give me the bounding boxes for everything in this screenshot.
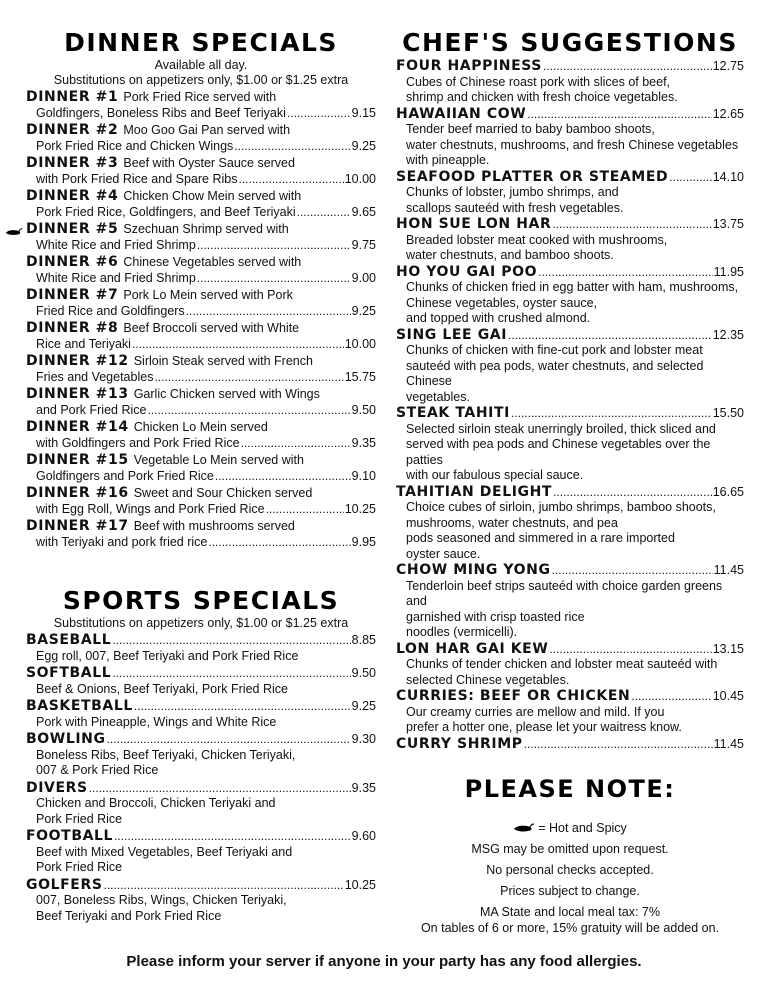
- sports-item-header: [26, 829, 376, 845]
- chefs-item-desc-line: water chestnuts, and bamboo shoots.: [406, 248, 614, 262]
- dinner-item-desc-cont: and Pork Fried Rice: [36, 402, 147, 417]
- chefs-item-name: SEAFOOD PLATTER OR STEAMED: [396, 168, 669, 185]
- dinner-item-detail: [26, 304, 376, 320]
- dinner-item-detail: [26, 337, 376, 353]
- chefs-item: [396, 59, 744, 106]
- chefs-item-price: 11.95: [713, 264, 744, 279]
- dinner-item-desc: Moo Goo Gai Pan served with: [123, 123, 291, 137]
- chefs-item-desc-line: and topped with crushed almond.: [406, 311, 591, 325]
- sports-item-price: 8.85: [351, 633, 376, 647]
- chefs-item-price: 12.65: [712, 106, 744, 121]
- dot-leader: [104, 878, 344, 894]
- chefs-item-header: [396, 737, 744, 753]
- dinner-item-desc: Beef Broccoli served with White: [123, 321, 300, 335]
- left-column: [26, 28, 376, 924]
- sports-item-price: 9.30: [351, 732, 376, 746]
- chefs-item-desc-line: prefer a hotter one, please let your waitress know.: [406, 720, 682, 734]
- sports-item-desc-line: Beef & Onions, Beef Teriyaki, Pork Fried Rice: [36, 681, 288, 696]
- chefs-item-header: [396, 170, 744, 186]
- dot-leader: [297, 205, 351, 221]
- sports-item: [26, 666, 376, 697]
- dinner-item-desc-cont: Rice and Teriyaki: [36, 336, 131, 351]
- chefs-item: [396, 737, 744, 753]
- allergy-footer: Please inform your server if anyone in your party has any food allergies.: [126, 953, 642, 970]
- dot-leader: [511, 406, 712, 422]
- chefs-item-header: [396, 642, 744, 658]
- dot-leader: [197, 271, 351, 287]
- dinner-item-detail: [26, 172, 376, 188]
- chefs-item-name: HON SUE LON HAR: [396, 216, 552, 232]
- dinner-item-header: [26, 486, 376, 502]
- chefs-item-desc-line: water chestnuts, mushrooms, and fresh Chinese vegetables: [406, 137, 739, 152]
- chefs-item-desc-line: Chunks of chicken with fine-cut pork and lobster meat: [406, 343, 703, 357]
- sports-item: [26, 633, 376, 664]
- dinner-item-desc-cont: Pork Fried Rice and Chicken Wings: [36, 138, 234, 153]
- chefs-item-name: CHOW MING YONG: [396, 562, 551, 578]
- chefs-item-desc-line: noodles (vermicelli).: [406, 625, 518, 639]
- sports-item-name: BASKETBALL: [26, 698, 133, 714]
- dinner-item-desc: Vegetable Lo Mein served with: [133, 453, 304, 467]
- chefs-item-description: [396, 657, 744, 688]
- please-note-title: PLEASE NOTE:: [464, 775, 676, 803]
- dinner-item-name: DINNER #8: [26, 320, 119, 336]
- chefs-suggestions-section: [396, 28, 744, 752]
- prices-note: Prices subject to change.: [500, 884, 640, 898]
- chefs-item-header: [396, 107, 744, 123]
- dinner-item: [26, 420, 376, 451]
- dinner-item-price: 9.25: [351, 138, 376, 153]
- chefs-item-desc-line: sauteéd with pea pods, water chestnuts, and selected Chinese: [406, 358, 704, 388]
- chefs-item-description: [396, 343, 744, 405]
- tax-note: MA State and local meal tax: 7%: [480, 905, 660, 919]
- sports-item-name: DIVERS: [26, 779, 88, 796]
- dot-leader: [132, 337, 344, 353]
- dot-leader: [89, 781, 351, 797]
- dinner-item: [26, 387, 376, 418]
- gratuity-note: On tables of 6 or more, 15% gratuity will be added on.: [420, 921, 720, 935]
- dinner-item: [26, 321, 376, 352]
- dot-leader: [524, 737, 713, 753]
- dot-leader: [543, 59, 712, 75]
- sports-item-name: SOFTBALL: [26, 665, 112, 681]
- chefs-item-desc-line: Tenderloin beef strips sauteéd with choice garden greens and: [406, 578, 723, 608]
- dinner-list: [26, 90, 376, 550]
- chefs-item: [396, 328, 744, 406]
- sports-item-description: [26, 748, 376, 779]
- sports-item-header: [26, 666, 376, 682]
- sports-item: [26, 878, 376, 925]
- chefs-item-name: LON HAR GAI KEW: [396, 640, 549, 657]
- sports-item-price: 9.35: [351, 780, 376, 795]
- right-column: [396, 28, 744, 936]
- dinner-item-header: [26, 123, 376, 139]
- checks-note: No personal checks accepted.: [486, 863, 654, 877]
- sports-item-description: [26, 649, 376, 665]
- dot-leader: [287, 106, 351, 122]
- chefs-item-name: SING LEE GAI: [396, 326, 508, 343]
- chefs-item: [396, 563, 744, 641]
- chefs-item-header: [396, 689, 744, 705]
- dinner-item-desc-cont: White Rice and Fried Shrimp: [36, 270, 196, 285]
- chefs-item-desc-line: shrimp and chicken with fresh choice vegetables.: [406, 90, 678, 104]
- dinner-specials-title: DINNER SPECIALS: [64, 28, 338, 57]
- chefs-item: [396, 689, 744, 736]
- chefs-item: [396, 170, 744, 217]
- sports-item: [26, 829, 376, 876]
- dot-leader: [266, 502, 344, 518]
- chefs-item-price: 11.45: [713, 563, 744, 577]
- dot-leader: [553, 485, 712, 501]
- dinner-item-price: 10.00: [344, 171, 376, 186]
- dot-leader: [197, 238, 351, 254]
- chefs-item-name: STEAK TAHITI: [396, 405, 510, 421]
- chefs-item-desc-line: scallops sauteéd with fresh vegetables.: [406, 200, 624, 215]
- dinner-item-detail: [26, 535, 376, 551]
- chefs-item: [396, 217, 744, 264]
- dot-leader: [669, 170, 712, 186]
- sports-item-desc-line: Egg roll, 007, Beef Teriyaki and Pork Fried Rice: [36, 648, 299, 663]
- dinner-item-price: 15.75: [344, 369, 376, 384]
- dinner-item-desc: Chinese Vegetables served with: [123, 255, 302, 269]
- chefs-item: [396, 265, 744, 327]
- sports-substitutions: Substitutions on appetizers only, $1.00 or $1.25 extra: [53, 616, 349, 630]
- dinner-item: [26, 354, 376, 385]
- dinner-item: [26, 222, 376, 253]
- sports-item: [26, 781, 376, 828]
- chefs-item: [396, 642, 744, 689]
- chefs-item-desc-line: served with pea pods and Chinese vegetables over the patties: [406, 437, 711, 467]
- dinner-item-price: 9.50: [351, 402, 376, 417]
- dinner-item: [26, 90, 376, 121]
- dinner-item-name: DINNER #17: [26, 518, 129, 534]
- chefs-item-header: [396, 328, 744, 344]
- dot-leader: [238, 172, 343, 188]
- sports-item-desc-line: 007 & Pork Fried Rice: [36, 763, 159, 777]
- chefs-item-desc-line: vegetables.: [406, 389, 470, 404]
- dinner-item-header: [26, 354, 376, 370]
- dinner-item-detail: [26, 271, 376, 287]
- dinner-item: [26, 156, 376, 187]
- dinner-item-price: 9.00: [351, 270, 376, 285]
- dot-leader: [552, 563, 713, 579]
- dinner-item: [26, 288, 376, 319]
- dinner-item-desc-cont: with Egg Roll, Wings and Pork Fried Rice: [36, 501, 265, 516]
- chefs-item-desc-line: selected Chinese vegetables.: [406, 672, 570, 687]
- dinner-item-desc: Chicken Lo Mein served: [133, 420, 268, 434]
- chefs-item-price: 10.45: [712, 689, 744, 703]
- chefs-item-description: [396, 280, 744, 327]
- chefs-item-description: [396, 233, 744, 264]
- sports-item-name: BOWLING: [26, 731, 106, 747]
- dinner-item-detail: [26, 469, 376, 485]
- chefs-item-desc-line: with pineapple.: [406, 153, 490, 167]
- sports-item-desc-line: Boneless Ribs, Beef Teriyaki, Chicken Teriyaki,: [36, 747, 296, 762]
- dinner-item-name: DINNER #14: [26, 419, 129, 435]
- chefs-list: [396, 59, 744, 752]
- dot-leader: [154, 370, 343, 386]
- chefs-item-name: FOUR HAPPINESS: [396, 58, 542, 74]
- chefs-item-name: CURRIES: BEEF OR CHICKEN: [396, 688, 631, 704]
- chefs-item: [396, 107, 744, 169]
- dinner-item-desc-cont: with Teriyaki and pork fried rice: [36, 534, 208, 549]
- chefs-item: [396, 406, 744, 484]
- dinner-substitutions: Substitutions on appetizers only, $1.00 or $1.25 extra: [53, 73, 349, 87]
- chefs-item-desc-line: mushrooms, water chestnuts, and pea: [406, 515, 618, 530]
- dinner-item: [26, 453, 376, 484]
- sports-item-name: GOLFERS: [26, 876, 103, 893]
- dinner-item-name: DINNER #16: [26, 485, 129, 501]
- dinner-item-name: DINNER #6: [26, 254, 119, 270]
- dinner-item-header: [26, 519, 376, 535]
- please-note-section: [396, 774, 744, 936]
- dinner-item-desc-cont: Goldfingers, Boneless Ribs and Beef Teriyaki: [36, 105, 286, 120]
- dinner-item-name: DINNER #3: [26, 155, 119, 171]
- chefs-item-desc-line: Choice cubes of sirloin, jumbo shrimps, bamboo shoots,: [406, 500, 716, 514]
- sports-specials-section: [26, 586, 376, 924]
- dinner-item-price: 9.65: [351, 204, 376, 219]
- chefs-item-desc-line: oyster sauce.: [406, 546, 481, 561]
- chili-pepper-icon: [513, 822, 535, 834]
- chefs-item-header: [396, 563, 744, 579]
- dinner-item-desc: Sirloin Steak served with French: [133, 354, 313, 368]
- sports-specials-title: SPORTS SPECIALS: [62, 586, 340, 615]
- chefs-item-header: [396, 59, 744, 75]
- sports-item-price: 9.25: [351, 699, 376, 713]
- chefs-item-description: [396, 185, 744, 216]
- chefs-item-header: [396, 485, 744, 501]
- dinner-item-header: [26, 387, 376, 403]
- sports-list: [26, 633, 376, 924]
- chefs-item-price: 12.75: [712, 59, 744, 73]
- chefs-item-header: [396, 265, 744, 281]
- chefs-item-price: 14.10: [712, 169, 744, 184]
- dinner-item-desc: Pork Lo Mein served with Pork: [123, 288, 293, 302]
- dinner-item-desc-cont: Fried Rice and Goldfingers: [36, 303, 185, 318]
- dot-leader: [134, 699, 351, 715]
- dinner-item-name: DINNER #12: [26, 353, 129, 369]
- hot-spicy-text: = Hot and Spicy: [538, 821, 627, 835]
- dinner-item-name: DINNER #15: [26, 452, 129, 468]
- dinner-item-detail: [26, 502, 376, 518]
- sports-item-description: [26, 796, 376, 827]
- dinner-item-header: [26, 321, 376, 337]
- dinner-item-detail: [26, 436, 376, 452]
- dot-leader: [241, 436, 351, 452]
- sports-item: [26, 732, 376, 779]
- sports-item-price: 9.60: [351, 829, 376, 843]
- dinner-item-name: DINNER #5: [26, 221, 119, 237]
- dinner-item-price: 9.15: [351, 105, 376, 120]
- dinner-item-desc-cont: with Pork Fried Rice and Spare Ribs: [36, 171, 238, 186]
- dinner-item-price: 9.95: [351, 534, 376, 549]
- dot-leader: [114, 829, 351, 845]
- dinner-item-desc-cont: White Rice and Fried Shrimp: [36, 237, 196, 252]
- sports-item-name: FOOTBALL: [26, 828, 114, 844]
- msg-note: MSG may be omitted upon request.: [471, 842, 669, 856]
- sports-item-header: [26, 878, 376, 894]
- sports-item-description: [26, 893, 376, 924]
- dinner-item-desc-cont: Pork Fried Rice, Goldfingers, and Beef Teriyaki: [36, 204, 296, 219]
- chefs-item-price: 13.15: [712, 641, 744, 656]
- dinner-item-name: DINNER #7: [26, 287, 119, 303]
- chefs-item-desc-line: Chinese vegetables, oyster sauce,: [406, 295, 598, 310]
- dot-leader: [208, 535, 350, 551]
- chefs-item-header: [396, 406, 744, 422]
- dinner-item-header: [26, 288, 376, 304]
- chefs-item-desc-line: Tender beef married to baby bamboo shoots,: [406, 122, 655, 136]
- dinner-item-desc-cont: Goldfingers and Pork Fried Rice: [36, 468, 214, 483]
- chefs-item-price: 16.65: [712, 484, 744, 499]
- chefs-item-name: CURRY SHRIMP: [396, 735, 523, 752]
- dinner-item-desc: Sweet and Sour Chicken served: [133, 486, 313, 500]
- chefs-item-name: TAHITIAN DELIGHT: [396, 483, 553, 500]
- dinner-item-detail: [26, 139, 376, 155]
- dinner-item-desc: Szechuan Shrimp served with: [123, 222, 289, 236]
- chefs-item-description: [396, 422, 744, 484]
- sports-item-header: [26, 633, 376, 649]
- sports-item-desc-line: Pork Fried Rice: [36, 811, 123, 826]
- sports-item-price: 10.25: [344, 877, 376, 892]
- chefs-item-price: 15.50: [712, 406, 744, 420]
- dinner-item-detail: [26, 370, 376, 386]
- sports-item-description: [26, 682, 376, 698]
- dot-leader: [107, 732, 351, 748]
- dinner-item-desc: Pork Fried Rice served with: [123, 90, 277, 104]
- chefs-suggestions-title: CHEF'S SUGGESTIONS: [402, 28, 738, 57]
- chefs-item-price: 12.35: [712, 327, 744, 342]
- sports-item-desc-line: Pork Fried Rice: [36, 860, 123, 874]
- sports-item-description: [26, 715, 376, 731]
- dinner-item-name: DINNER #4: [26, 188, 119, 204]
- dinner-item-header: [26, 189, 376, 205]
- dinner-item-detail: [26, 238, 376, 254]
- dinner-item-header: [26, 222, 376, 238]
- sports-item-desc-line: Chicken and Broccoli, Chicken Teriyaki and: [36, 796, 276, 810]
- chefs-item-description: [396, 500, 744, 562]
- sports-item-description: [26, 845, 376, 876]
- dinner-item-header: [26, 156, 376, 172]
- sports-item-header: [26, 699, 376, 715]
- dot-leader: [538, 265, 712, 281]
- sports-item-desc-line: Beef Teriyaki and Pork Fried Rice: [36, 908, 222, 923]
- sports-item: [26, 699, 376, 730]
- dinner-item-price: 9.10: [351, 468, 376, 483]
- dinner-item: [26, 123, 376, 154]
- sports-item-price: 9.50: [351, 666, 376, 680]
- dinner-item-detail: [26, 106, 376, 122]
- sports-item-desc-line: Pork with Pineapple, Wings and White Rice: [36, 714, 277, 729]
- chefs-item: [396, 485, 744, 563]
- dinner-item-detail: [26, 403, 376, 419]
- chefs-item-desc-line: with our fabulous special sauce.: [406, 468, 584, 482]
- sports-item-header: [26, 781, 376, 797]
- dinner-item: [26, 519, 376, 550]
- dot-leader: [215, 469, 351, 485]
- dot-leader: [234, 139, 350, 155]
- dinner-item-desc-cont: with Goldfingers and Pork Fried Rice: [36, 435, 240, 450]
- dot-leader: [112, 666, 350, 682]
- dinner-item-desc: Beef with Oyster Sauce served: [123, 156, 295, 170]
- dinner-item-desc-cont: Fries and Vegetables: [36, 369, 154, 384]
- dinner-item-price: 10.25: [344, 501, 376, 516]
- chefs-item-description: [396, 579, 744, 641]
- chefs-item-desc-line: Chunks of chicken fried in egg batter with ham, mushrooms,: [406, 280, 739, 294]
- chefs-item-desc-line: Selected sirloin steak unerringly broiled, thick sliced and: [406, 421, 716, 436]
- dinner-item-desc: Beef with mushrooms served: [133, 519, 295, 533]
- dinner-item-header: [26, 453, 376, 469]
- dot-leader: [549, 642, 711, 658]
- chefs-item-desc-line: Chunks of lobster, jumbo shrimps, and: [406, 185, 619, 199]
- chefs-item-description: [396, 75, 744, 106]
- chefs-item-desc-line: Our creamy curries are mellow and mild. If you: [406, 704, 665, 719]
- dinner-item-name: DINNER #2: [26, 122, 119, 138]
- chefs-item-desc-line: Cubes of Chinese roast pork with slices of beef,: [406, 74, 671, 89]
- chefs-item-desc-line: garnished with crisp toasted rice: [406, 609, 585, 624]
- dinner-item-desc: Chicken Chow Mein served with: [123, 189, 302, 203]
- dinner-specials-section: [26, 28, 376, 550]
- dinner-item-price: 9.75: [351, 237, 376, 252]
- dinner-item-price: 9.25: [351, 303, 376, 318]
- dinner-item-price: 9.35: [351, 435, 376, 450]
- sports-item-header: [26, 732, 376, 748]
- dot-leader: [508, 328, 712, 344]
- hot-spicy-legend: [396, 820, 744, 836]
- dinner-item: [26, 255, 376, 286]
- dot-leader: [527, 107, 711, 123]
- chefs-item-name: HO YOU GAI POO: [396, 263, 538, 280]
- dot-leader: [147, 403, 350, 419]
- chefs-item-price: 11.45: [713, 736, 744, 751]
- dot-leader: [552, 217, 711, 233]
- chili-pepper-icon: [4, 224, 24, 234]
- dinner-item-price: 10.00: [344, 336, 376, 351]
- dinner-item-detail: [26, 205, 376, 221]
- dot-leader: [112, 633, 350, 649]
- sports-item-name: BASEBALL: [26, 632, 112, 648]
- dinner-item-name: DINNER #13: [26, 386, 129, 402]
- dinner-item-header: [26, 420, 376, 436]
- chefs-item-header: [396, 217, 744, 233]
- chefs-item-description: [396, 122, 744, 169]
- dinner-availability: Available all day.: [154, 58, 248, 72]
- dinner-item: [26, 486, 376, 517]
- chefs-item-desc-line: pods seasoned and simmered in a rare imported: [406, 531, 675, 545]
- dot-leader: [631, 689, 711, 705]
- sports-item-desc-line: 007, Boneless Ribs, Wings, Chicken Teriyaki,: [36, 893, 287, 907]
- dinner-item: [26, 189, 376, 220]
- chefs-item-desc-line: Breaded lobster meat cooked with mushrooms,: [406, 232, 668, 247]
- dinner-item-desc: Garlic Chicken served with Wings: [133, 387, 320, 401]
- dinner-item-header: [26, 255, 376, 271]
- chefs-item-price: 13.75: [712, 217, 744, 231]
- chefs-item-desc-line: Chunks of tender chicken and lobster meat sauteéd with: [406, 657, 718, 671]
- dot-leader: [186, 304, 351, 320]
- dinner-item-header: [26, 90, 376, 106]
- chefs-item-name: HAWAIIAN COW: [396, 105, 527, 122]
- sports-item-desc-line: Beef with Mixed Vegetables, Beef Teriyaki and: [36, 844, 293, 859]
- dinner-item-name: DINNER #1: [26, 89, 119, 105]
- chefs-item-description: [396, 705, 744, 736]
